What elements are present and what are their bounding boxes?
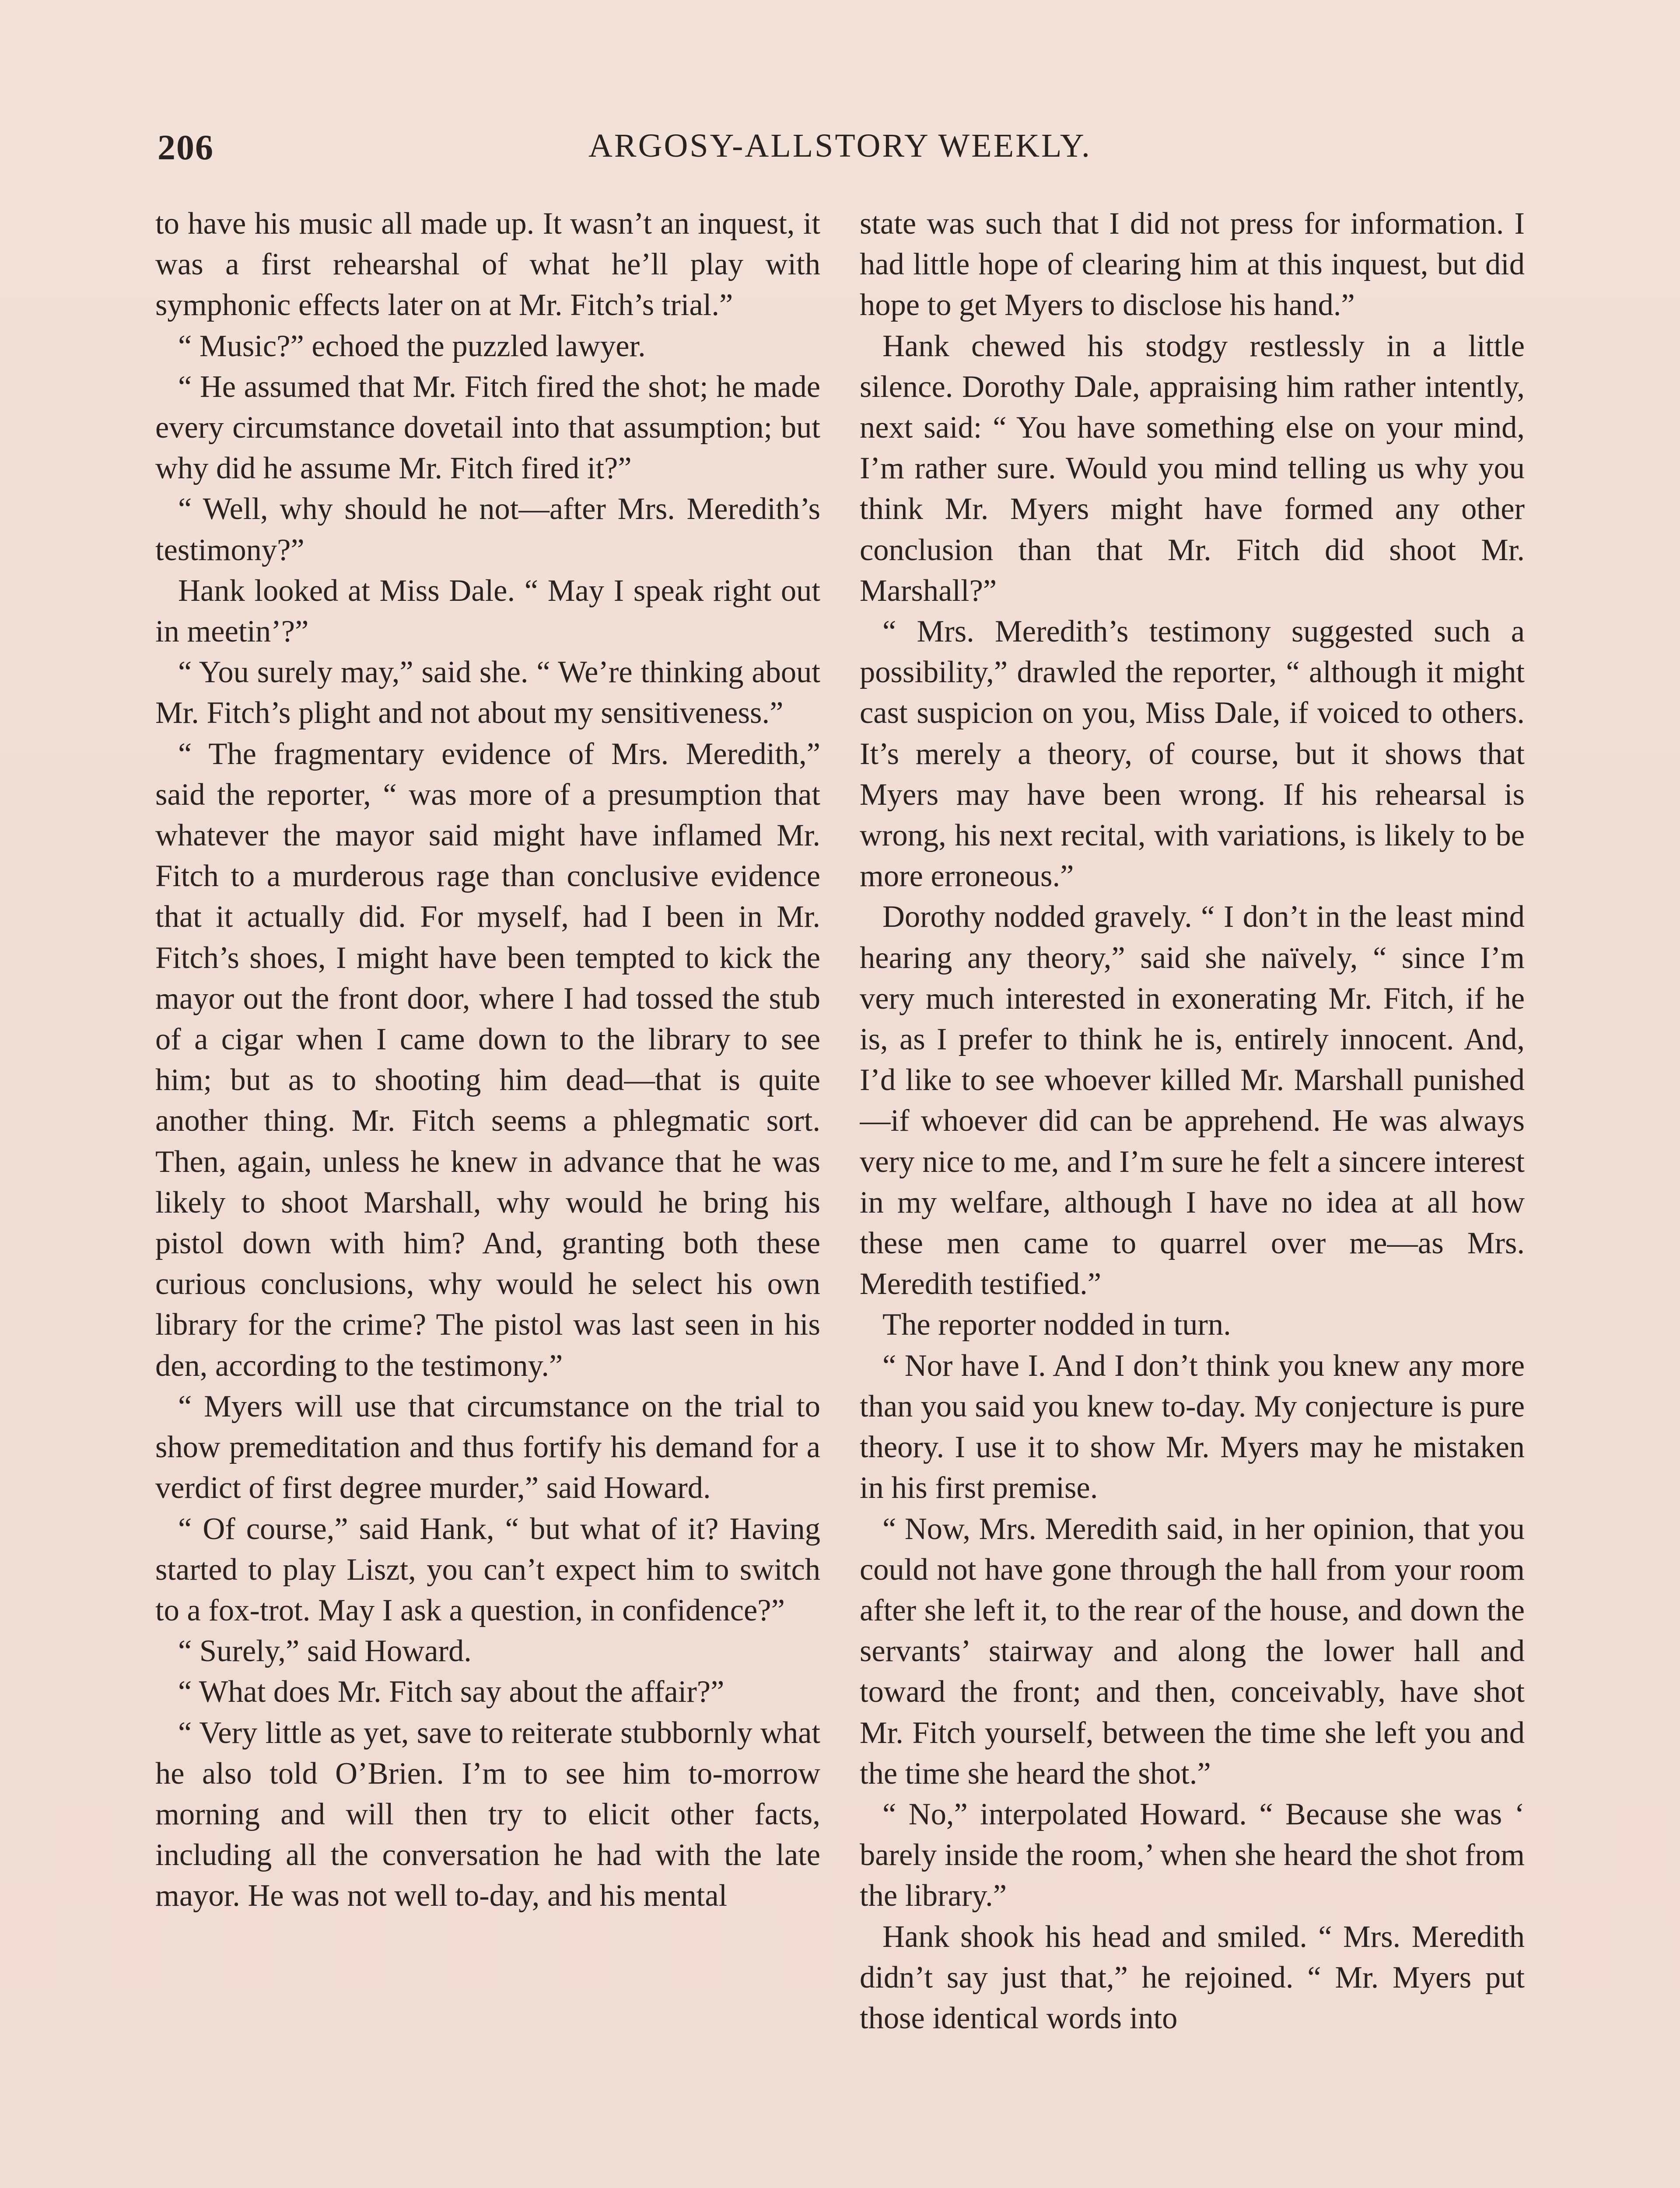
paragraph: “ Very little as yet, save to reiterate stubbornly what he also told O’Brien. I’m to see him to-morrow morning and will then try to elicit other facts, including all the conversation he had with the late mayor. He was not well to-day, and his mental <box>155 1715 820 1913</box>
left-column <box>155 203 820 2188</box>
paragraph: “ Surely,” said Howard. <box>178 1634 472 1669</box>
paragraph: Hank shook his head and smiled. “ Mrs. Meredith didn’t say just that,” he rejoined. “ Mr. Myers put those identical words into <box>860 1919 1525 2035</box>
paragraph: “ Mrs. Meredith’s testimony suggested such a possibility,” drawled the reporter, “ although it might cast suspicion on you, Miss Dale, if voiced to others. It’s merely a theory, of course, but it shows that Myers may have been wrong. If his rehearsal is wrong, his next recital, with variations, is likely to be more erroneous.” <box>860 614 1525 894</box>
paragraph: “ Myers will use that circumstance on the trial to show premeditation and thus fortify his demand for a verdict of first degree murder,” said Howard. <box>155 1389 820 1505</box>
paragraph: “ Well, why should he not—after Mrs. Meredith’s testimony?” <box>155 492 820 567</box>
paragraph: Dorothy nodded gravely. “ I don’t in the least mind hearing any theory,” said she naïvely, “ since I’m very much interested in exonerating Mr. Fitch, if he is, as I prefer to think he is, entirely innocent. And, I’d like to see whoever killed Mr. Marshall punished—if whoever did can be apprehend. He was always very nice to me, and I’m sure he felt a sincere interest in my welfare, although I have no idea at all how these men came to quarrel over me—as Mrs. Meredith testified.” <box>860 900 1525 1301</box>
paragraph: “ What does Mr. Fitch say about the affair?” <box>178 1675 724 1709</box>
paragraph: Hank chewed his stodgy restlessly in a little silence. Dorothy Dale, appraising him rather intently, next said: “ You have something else on your mind, I’m rather sure. Would you mind telling us why you think Mr. Myers might have formed any other conclusion than that Mr. Fitch did shoot Mr. Marshall?” <box>860 329 1525 608</box>
paragraph: “ Music?” echoed the puzzled lawyer. <box>178 329 646 363</box>
page-number: 206 <box>158 127 214 167</box>
right-column <box>860 203 1525 2188</box>
running-head: ARGOSY-ALLSTORY WEEKLY. <box>588 127 1092 164</box>
paragraph: state was such that I did not press for information. I had little hope of clearing him at this inquest, but did hope to get Myers to disclose his hand.” <box>860 207 1525 323</box>
paragraph: “ Nor have I. And I don’t think you knew any more than you said you knew to-day. My conjecture is pure theory. I use it to show Mr. Myers may he mistaken in his first premise. <box>860 1348 1525 1505</box>
paragraph: to have his music all made up. It wasn’t an inquest, it was a first rehearshal of what he’ll play with symphonic effects later on at Mr. Fitch’s trial.” <box>155 207 820 323</box>
paragraph: “ You surely may,” said she. “ We’re thinking about Mr. Fitch’s plight and not about my sensitiveness.” <box>155 655 820 730</box>
paragraph: “ Now, Mrs. Meredith said, in her opinion, that you could not have gone through the hall from your room after she left it, to the rear of the house, and down the servants’ stairway and along the lower hall and toward the front; and then, conceivably, have shot Mr. Fitch yourself, between the time she left you and the time she heard the shot.” <box>860 1511 1525 1791</box>
paragraph: “ The fragmentary evidence of Mrs. Meredith,” said the reporter, “ was more of a presumption that whatever the mayor said might have inflamed Mr. Fitch to a murderous rage than conclusive evidence that it actually did. For myself, had I been in Mr. Fitch’s shoes, I might have been tempted to kick the mayor out the front door, where I had tossed the stub of a cigar when I came down to the library to see him; but as to shooting him dead—that is quite another thing. Mr. Fitch seems a phlegmatic sort. Then, again, unless he knew in advance that he was likely to shoot Marshall, why would he bring his pistol down with him? And, granting both these curious conclusions, why would he select his own library for the crime? The pistol was last seen in his den, according to the testimony.” <box>155 736 820 1383</box>
paragraph: “ He assumed that Mr. Fitch fired the shot; he made every circumstance dovetail into that assumption; but why did he assume Mr. Fitch fired it?” <box>155 369 820 486</box>
paragraph: “ No,” interpolated Howard. “ Because she was ‘ barely inside the room,’ when she heard the shot from the library.” <box>860 1797 1525 1913</box>
page-header <box>158 127 1522 179</box>
paragraph: “ Of course,” said Hank, “ but what of it? Having started to play Liszt, you can’t expect him to switch to a fox-trot. May I ask a question, in confidence?” <box>155 1511 820 1627</box>
paragraph: Hank looked at Miss Dale. “ May I speak right out in meetin’?” <box>155 573 820 649</box>
paragraph: The reporter nodded in turn. <box>882 1308 1231 1342</box>
